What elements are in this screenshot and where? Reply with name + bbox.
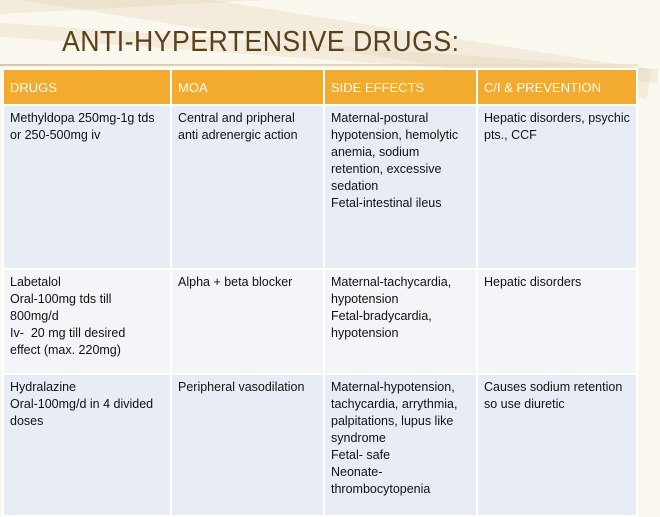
cell-line: Hepatic disorders [484,275,582,289]
cell-line: syndrome [331,431,386,445]
cell-line: Maternal-postural [331,111,429,125]
title-divider [0,64,638,66]
cell-line: effect (max. 220mg) [10,343,121,357]
cell-drug [3,374,171,516]
cell-moa [171,105,324,269]
drugs-table [2,68,638,517]
table-row [3,269,637,374]
cell-line: Oral-100mg tds till [10,292,112,306]
cell-ci-prevention [477,269,637,374]
cell-line: Causes sodium retention [484,380,623,394]
cell-line: retention, excessive [331,162,442,176]
table-header-row [3,69,637,105]
cell-line: thrombocytopenia [331,482,431,496]
cell-line: anti adrenergic action [178,128,298,142]
cell-side-effects [324,374,477,516]
cell-line: sedation [331,179,379,193]
cell-line: Iv- 20 mg till desired [10,326,126,340]
cell-line: Fetal-bradycardia, [331,309,432,323]
cell-ci-prevention [477,105,637,269]
cell-line: Hydralazine [10,380,77,394]
cell-side-effects [324,269,477,374]
header-moa: MOA [171,69,324,105]
cell-line: doses [10,414,44,428]
cell-line: Alpha + beta blocker [178,275,293,289]
cell-line: 800mg/d [10,309,59,323]
header-drugs: DRUGS [3,69,171,105]
header-ci-prevention: C/I & PREVENTION [477,69,637,105]
cell-moa [171,374,324,516]
cell-line: Neonate- [331,465,383,479]
cell-line: Methyldopa 250mg-1g tds [10,111,155,125]
cell-ci-prevention [477,374,637,516]
header-side-effects: SIDE EFFECTS [324,69,477,105]
cell-line: hypotension [331,292,399,306]
cell-line: Central and pripheral [178,111,295,125]
cell-drug [3,105,171,269]
table-row [3,374,637,516]
cell-line: Hepatic disorders, psychic [484,111,630,125]
table-row [3,105,637,269]
cell-line: or 250-500mg iv [10,128,101,142]
cell-drug [3,269,171,374]
cell-line: Oral-100mg/d in 4 divided [10,397,154,411]
cell-line: hypotension [331,326,399,340]
cell-side-effects [324,105,477,269]
cell-line: tachycardia, arrythmia, [331,397,458,411]
cell-line: Fetal-intestinal ileus [331,196,442,210]
cell-moa [171,269,324,374]
cell-line: Fetal- safe [331,448,391,462]
slide-title: ANTI-HYPERTENSIVE DRUGS: [62,26,460,58]
cell-line: pts., CCF [484,128,537,142]
cell-line: palpitations, lupus like [331,414,454,428]
cell-line: Maternal-hypotension, [331,380,455,394]
cell-line: Maternal-tachycardia, [331,275,452,289]
cell-line: so use diuretic [484,397,565,411]
cell-line: Peripheral vasodilation [178,380,305,394]
cell-line: hypotension, hemolytic [331,128,459,142]
cell-line: Labetalol [10,275,61,289]
cell-line: anemia, sodium [331,145,420,159]
